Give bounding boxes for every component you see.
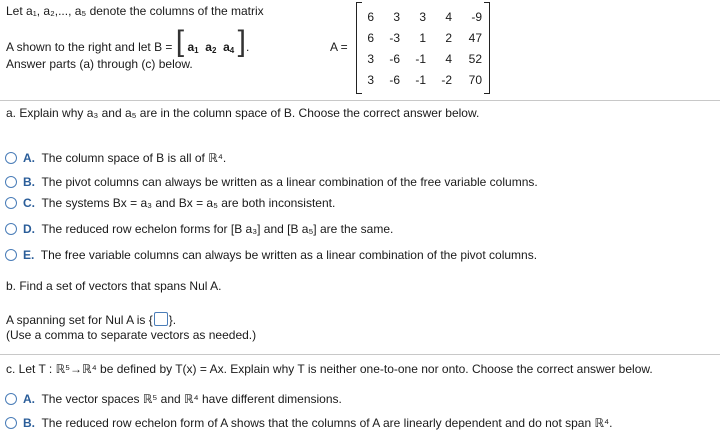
matrix-cell: 2 — [445, 30, 452, 45]
option-letter: B. — [23, 175, 35, 189]
matrix-cell: -2 — [441, 72, 452, 87]
section-divider — [0, 354, 720, 355]
matrix-cell: 6 — [367, 30, 374, 45]
option-a-c[interactable] — [23, 196, 335, 210]
option-text: The vector spaces ℝ⁵ and ℝ⁴ have different dimensions. — [41, 392, 342, 406]
option-letter: A. — [23, 151, 35, 165]
left-brace-icon: { — [148, 313, 153, 327]
option-letter: A. — [23, 392, 35, 406]
matrix-cell: 3 — [393, 9, 400, 24]
part-b-answer-line: A spanning set for Nul A is { }. — [6, 313, 177, 327]
intro-line-2-text: A shown to the right and let B = — [6, 40, 173, 54]
b-right-bracket: ] — [237, 25, 246, 58]
nul-a-answer-input[interactable] — [154, 312, 168, 326]
option-a-d[interactable] — [23, 222, 393, 236]
option-text: The free variable columns can always be written as a linear combination of the pivot columns. — [40, 248, 538, 262]
matrix-a — [356, 2, 490, 94]
matrix-cell: 3 — [367, 51, 374, 66]
option-text: The reduced row echelon forms for [B a₃] and [B a₅] are the same. — [41, 222, 394, 236]
option-c-b[interactable] — [23, 416, 612, 430]
matrix-table — [360, 6, 482, 90]
matrix-cell: 3 — [367, 72, 374, 87]
matrix-label: A = — [330, 40, 348, 54]
matrix-cell: 52 — [468, 51, 482, 66]
section-divider — [0, 100, 720, 101]
option-text: The reduced row echelon form of A shows that the columns of A are linearly dependent and do not span ℝ⁴. — [41, 416, 613, 430]
option-letter: D. — [23, 222, 35, 236]
part-a-question: a. Explain why a₃ and a₅ are in the column space of B. Choose the correct answer below. — [6, 106, 480, 120]
option-text: The column space of B is all of ℝ⁴. — [41, 151, 227, 165]
part-b-answer-prefix: A spanning set for Nul A is — [6, 313, 146, 327]
radio-c-option-a[interactable] — [5, 393, 17, 405]
b-col-3: $a_4$ — [223, 40, 235, 55]
b-left-bracket: [ — [175, 25, 185, 58]
option-a-e[interactable] — [23, 248, 537, 262]
matrix-row — [360, 6, 482, 27]
option-text: The systems Bx = a₃ and Bx = a₅ are both inconsistent. — [41, 196, 336, 210]
option-a-b[interactable] — [23, 175, 538, 189]
matrix-cell: -3 — [389, 30, 400, 45]
radio-a-option-a[interactable] — [5, 152, 17, 164]
matrix-cell: -6 — [389, 51, 400, 66]
matrix-cell: -1 — [415, 72, 426, 87]
option-text: The pivot columns can always be written as a linear combination of the free variable columns. — [41, 175, 538, 189]
radio-c-option-b[interactable] — [5, 417, 17, 429]
radio-a-option-c[interactable] — [5, 197, 17, 209]
option-a-a[interactable] — [23, 151, 226, 165]
matrix-cell: 1 — [419, 30, 426, 45]
radio-a-option-d[interactable] — [5, 223, 17, 235]
matrix-cell: 4 — [445, 51, 452, 66]
matrix-row — [360, 27, 482, 48]
matrix-cell: -9 — [471, 9, 482, 24]
intro-line-1: Let a₁, a₂,..., a₅ denote the columns of the matrix — [6, 4, 264, 18]
matrix-cell: -1 — [415, 51, 426, 66]
option-letter: C. — [23, 196, 35, 210]
matrix-cell: 3 — [419, 9, 426, 24]
matrix-row — [360, 48, 482, 69]
intro-line-3: Answer parts (a) through (c) below. — [6, 57, 193, 71]
right-brace-icon: } — [168, 313, 173, 327]
part-b-question: b. Find a set of vectors that spans Nul A. — [6, 279, 222, 293]
matrix-cell: 6 — [367, 9, 374, 24]
b-col-1: $a_1$ — [187, 40, 199, 55]
option-letter: E. — [23, 248, 35, 262]
matrix-cell: -6 — [389, 72, 400, 87]
intro-line-2: A shown to the right and let B = [ $a_1$ $a_2$ $a_4$ ]. — [6, 25, 250, 58]
option-c-a[interactable] — [23, 392, 342, 406]
part-c-question: c. Let T : ℝ⁵→ℝ⁴ be defined by T(x) = Ax. Explain why T is neither one-to-one nor onto. Choose the correct answer below. — [6, 362, 653, 376]
radio-a-option-e[interactable] — [5, 249, 17, 261]
matrix-right-bracket — [484, 2, 490, 94]
radio-a-option-b[interactable] — [5, 176, 17, 188]
matrix-cell: 47 — [468, 30, 482, 45]
option-letter: B. — [23, 416, 35, 430]
matrix-row — [360, 69, 482, 90]
b-col-2: $a_2$ — [205, 40, 217, 55]
matrix-cell: 4 — [445, 9, 452, 24]
matrix-cell: 70 — [468, 72, 482, 87]
part-b-hint: (Use a comma to separate vectors as needed.) — [6, 328, 257, 342]
